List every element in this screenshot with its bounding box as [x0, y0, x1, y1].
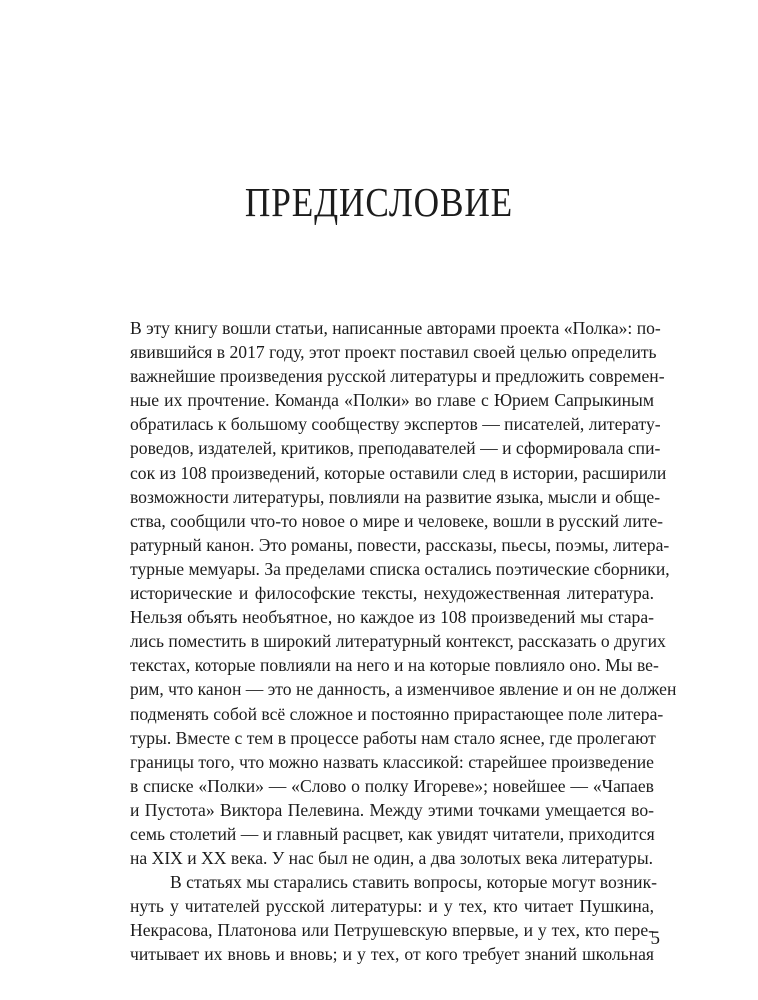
text-line: семь столетий — и главный расцвет, как увидят читатели, приходится [130, 823, 655, 844]
text-line: возможности литературы, повлияли на развитие языка, мысли и обще- [130, 486, 661, 507]
text-line: явившийся в 2017 году, этот проект поставил своей целью определить [130, 342, 657, 363]
text-line: обратилась к большому сообществу экспертов — писателей, литерату- [130, 414, 661, 435]
text-line: читывает их вновь и вновь; и у тех, от кого требует знаний школьная [130, 944, 654, 965]
text-line: ные их прочтение. Команда «Полки» во главе с Юрием Сапрыкиным [130, 390, 654, 411]
text-line: лись поместить в широкий литературный контекст, рассказать о других [130, 631, 666, 652]
text-line: роведов, издателей, критиков, преподавателей — и сформировала спи- [130, 438, 661, 459]
text-line: турные мемуары. За пределами списка остались поэтические сборники, [130, 558, 670, 579]
text-line: важнейшие произведения русской литературы и предложить современ- [130, 366, 665, 387]
text-line: в списке «Полки» — «Слово о полку Игореве»; новейшее — «Чапаев [130, 775, 654, 796]
text-line: ства, сообщили что-то новое о мире и человеке, вошли в русский лите- [130, 510, 663, 531]
text-line: Некрасова, Платонова или Петрушевскую впервые, и у тех, кто пере- [130, 920, 654, 941]
text-line: ратурный канон. Это романы, повести, рассказы, пьесы, поэмы, литера- [130, 534, 670, 555]
text-line: на XIX и XX века. У нас был не один, а два золотых века литературы. [130, 848, 654, 869]
text-line: сок из 108 произведений, которые оставили след в истории, расширили [130, 462, 667, 483]
text-line: туры. Вместе с тем в процессе работы нам стало яснее, где пролегают [130, 727, 656, 748]
body-text [130, 316, 677, 967]
text-line: Нельзя объять необъятное, но каждое из 108 произведений мы стара- [130, 607, 654, 628]
text-line: рим, что канон — это не данность, а изменчивое явление и он не должен [130, 679, 677, 700]
text-line: границы того, что можно назвать классикой: старейшее произведение [130, 751, 654, 772]
text-line: подменять собой всё сложное и постоянно прирастающее поле литера- [130, 703, 664, 724]
text-line: нуть у читателей русской литературы: и у тех, кто читает Пушкина, [130, 896, 654, 917]
text-line: В статьях мы старались ставить вопросы, которые могут возник- [170, 872, 657, 893]
text-line: текстах, которые повлияли на него и на которые повлияло оно. Мы ве- [130, 655, 659, 676]
text-line: В эту книгу вошли статьи, написанные авторами проекта «Полка»: по- [130, 318, 661, 338]
chapter-title: ПРЕДИСЛОВИЕ [244, 179, 514, 225]
text-line: исторические и философские тексты, нехудожественная литература. [130, 583, 654, 604]
page-number: 5 [650, 928, 660, 949]
text-line: и Пустота» Виктора Пелевина. Между этими точками умещается во- [130, 799, 654, 820]
